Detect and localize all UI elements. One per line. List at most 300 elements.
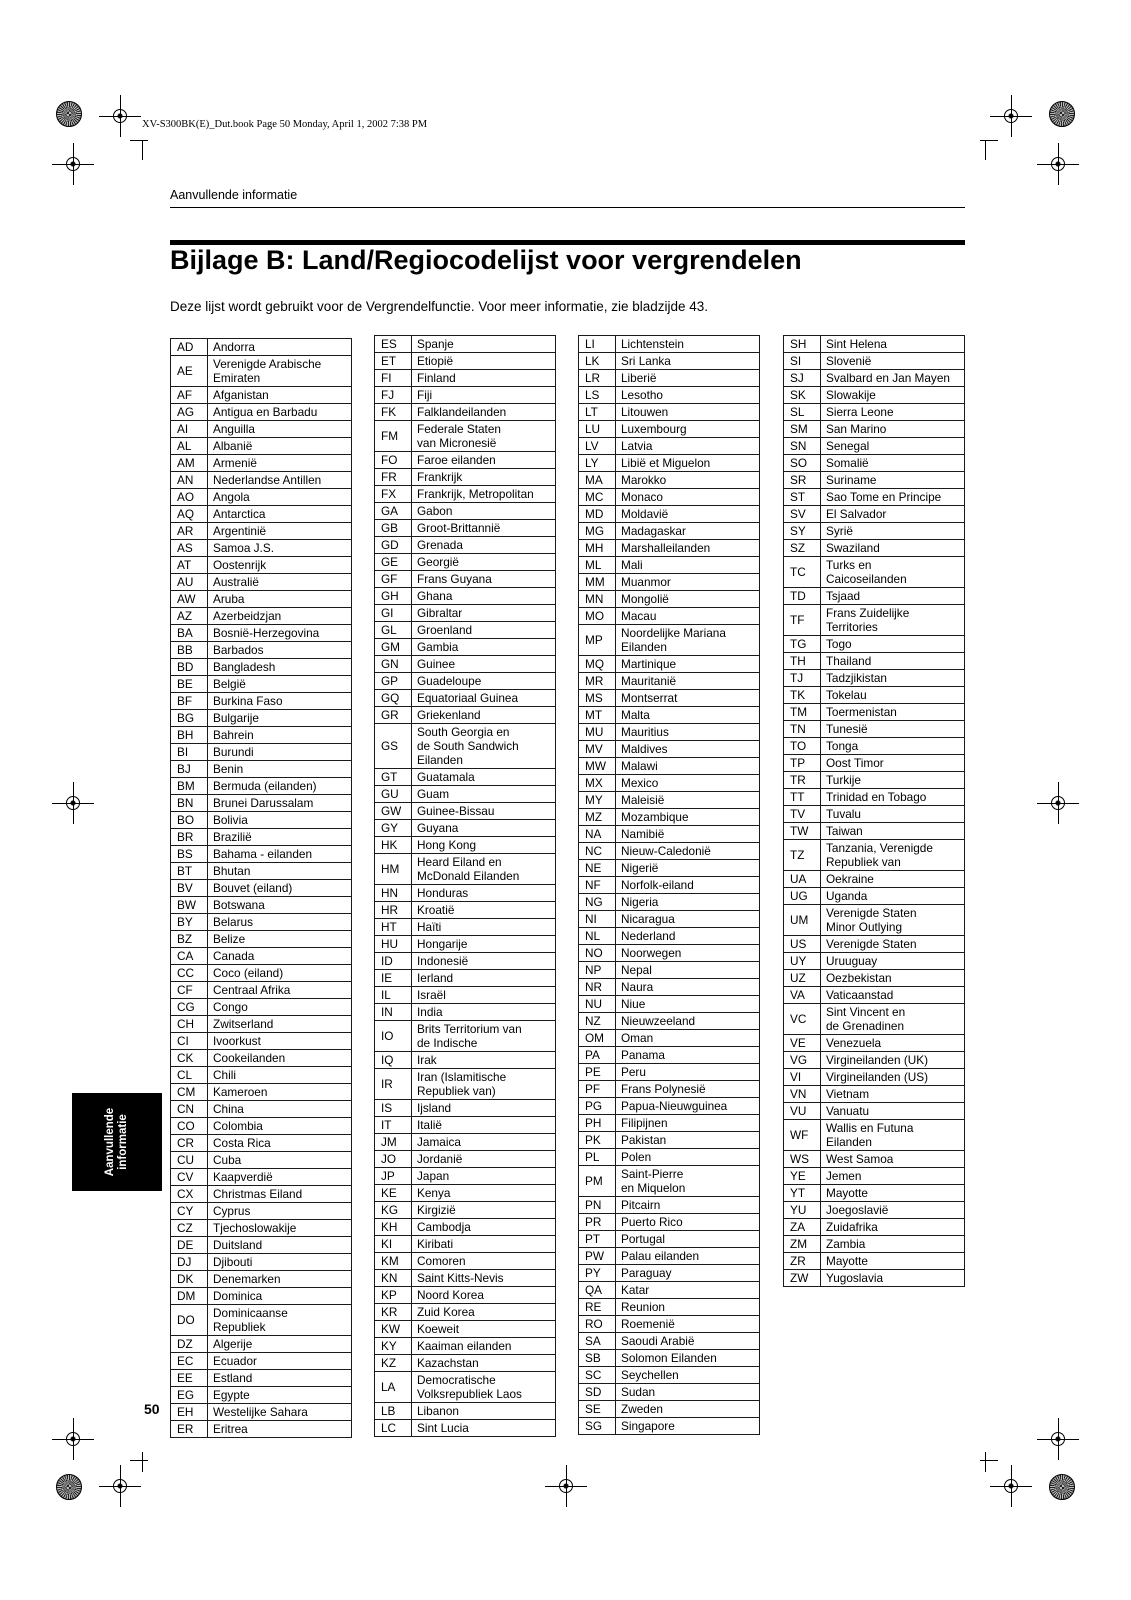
- country-code: GI: [375, 605, 412, 622]
- country-code: EH: [171, 1404, 208, 1421]
- table-row: [171, 557, 352, 574]
- country-code: TK: [784, 687, 821, 704]
- country-name: Libanon: [412, 1403, 556, 1420]
- country-code: AZ: [171, 608, 208, 625]
- country-code: YT: [784, 1185, 821, 1202]
- country-name: West Samoa: [821, 1151, 965, 1168]
- country-name: Grenada: [412, 537, 556, 554]
- country-code: FM: [375, 421, 412, 452]
- country-code: VC: [784, 1004, 821, 1035]
- table-row: [375, 1100, 556, 1117]
- country-code: BO: [171, 812, 208, 829]
- table-row: [375, 820, 556, 837]
- country-name: Liberië: [616, 370, 760, 387]
- table-row: [579, 421, 760, 438]
- country-name: Mexico: [616, 775, 760, 792]
- country-name: Iran (Islamitische Republiek van): [412, 1069, 556, 1100]
- country-code: RO: [579, 1316, 616, 1333]
- table-row: [171, 642, 352, 659]
- country-code: BT: [171, 863, 208, 880]
- country-code: SE: [579, 1401, 616, 1418]
- table-row: [171, 812, 352, 829]
- country-name: Nigerië: [616, 860, 760, 877]
- table-row: [579, 455, 760, 472]
- country-name: Noord Korea: [412, 1287, 556, 1304]
- table-row: [171, 999, 352, 1016]
- country-name: Australië: [208, 574, 352, 591]
- table-row: [375, 1304, 556, 1321]
- country-code: PL: [579, 1149, 616, 1166]
- country-code: KE: [375, 1185, 412, 1202]
- country-name: Ierland: [412, 970, 556, 987]
- table-row: [171, 931, 352, 948]
- country-code: LY: [579, 455, 616, 472]
- table-row: [375, 469, 556, 486]
- table-row: [375, 605, 556, 622]
- country-name: Ivoorkust: [208, 1033, 352, 1050]
- country-name: Verenigde Staten Minor Outlying: [821, 905, 965, 936]
- table-row: [579, 1030, 760, 1047]
- country-code: KY: [375, 1338, 412, 1355]
- table-row: [171, 1169, 352, 1186]
- table-row: [375, 1004, 556, 1021]
- country-code: SJ: [784, 370, 821, 387]
- table-row: [171, 1050, 352, 1067]
- country-name: Samoa J.S.: [208, 540, 352, 557]
- page-title: Bijlage B: Land/Regiocodelijst voor vergrendelen: [170, 245, 802, 275]
- country-name: Moldavië: [616, 506, 760, 523]
- table-row: [579, 1149, 760, 1166]
- table-row: [171, 455, 352, 472]
- country-code: MO: [579, 608, 616, 625]
- country-name: Marokko: [616, 472, 760, 489]
- country-name: Verenigde Arabische Emiraten: [208, 356, 352, 387]
- country-code: BR: [171, 829, 208, 846]
- table-row: [375, 1420, 556, 1437]
- country-name: Colombia: [208, 1118, 352, 1135]
- country-name: Botswana: [208, 897, 352, 914]
- country-code: PT: [579, 1231, 616, 1248]
- country-code: SB: [579, 1350, 616, 1367]
- table-row: [375, 885, 556, 902]
- country-name: Turkije: [821, 772, 965, 789]
- table-row: [375, 537, 556, 554]
- table-row: [784, 506, 965, 523]
- country-name: Kameroen: [208, 1084, 352, 1101]
- country-name: Guinee: [412, 656, 556, 673]
- registration-crosshair-bottom-right: [1043, 1424, 1073, 1454]
- country-name: Westelijke Sahara: [208, 1404, 352, 1421]
- country-code: VN: [784, 1086, 821, 1103]
- table-row: [579, 1064, 760, 1081]
- table-row: [579, 979, 760, 996]
- country-name: San Marino: [821, 421, 965, 438]
- table-row: [784, 1168, 965, 1185]
- table-row: [579, 1316, 760, 1333]
- country-name: Malawi: [616, 758, 760, 775]
- country-name: Armenië: [208, 455, 352, 472]
- country-name: Guatamala: [412, 769, 556, 786]
- country-name: Latvia: [616, 438, 760, 455]
- country-code: GE: [375, 554, 412, 571]
- table-row: [784, 605, 965, 636]
- table-row: [171, 761, 352, 778]
- crop-line: [985, 140, 986, 160]
- country-code: SL: [784, 404, 821, 421]
- country-code: MX: [579, 775, 616, 792]
- table-row: [171, 846, 352, 863]
- country-code: IO: [375, 1021, 412, 1052]
- country-code: BY: [171, 914, 208, 931]
- country-name: Jordanië: [412, 1151, 556, 1168]
- country-code: BW: [171, 897, 208, 914]
- table-row: [579, 1047, 760, 1064]
- country-code: GD: [375, 537, 412, 554]
- country-name: Namibië: [616, 826, 760, 843]
- country-code: LC: [375, 1420, 412, 1437]
- table-row: [579, 809, 760, 826]
- table-row: [784, 404, 965, 421]
- table-row: [579, 1115, 760, 1132]
- intro-text: Deze lijst wordt gebruikt voor de Vergrendelfunctie. Voor meer informatie, zie bladzijde 43.: [170, 299, 709, 314]
- country-name: Mali: [616, 557, 760, 574]
- country-code: KZ: [375, 1355, 412, 1372]
- country-name: Guam: [412, 786, 556, 803]
- country-code: DM: [171, 1288, 208, 1305]
- table-row: [171, 1305, 352, 1336]
- country-name: Portugal: [616, 1231, 760, 1248]
- table-row: [784, 721, 965, 738]
- table-row: [375, 588, 556, 605]
- country-code: KH: [375, 1219, 412, 1236]
- table-row: [579, 792, 760, 809]
- country-name: Honduras: [412, 885, 556, 902]
- table-row: [375, 970, 556, 987]
- table-row: [171, 1254, 352, 1271]
- country-code: MW: [579, 758, 616, 775]
- table-row: [375, 919, 556, 936]
- country-code: VU: [784, 1103, 821, 1120]
- country-code: NC: [579, 843, 616, 860]
- table-row: [579, 472, 760, 489]
- country-code: PF: [579, 1081, 616, 1098]
- table-row: [579, 1132, 760, 1149]
- country-code: BG: [171, 710, 208, 727]
- country-name: Nederland: [616, 928, 760, 945]
- country-code: NR: [579, 979, 616, 996]
- country-code: MH: [579, 540, 616, 557]
- table-row: [579, 928, 760, 945]
- table-row: [375, 902, 556, 919]
- table-row: [171, 693, 352, 710]
- table-row: [784, 670, 965, 687]
- table-row: [171, 438, 352, 455]
- country-name: Frans Polynesië: [616, 1081, 760, 1098]
- country-code: AR: [171, 523, 208, 540]
- country-code: BI: [171, 744, 208, 761]
- country-code: CK: [171, 1050, 208, 1067]
- country-name: Monaco: [616, 489, 760, 506]
- country-code: MR: [579, 673, 616, 690]
- country-code: MA: [579, 472, 616, 489]
- country-name: Costa Rica: [208, 1135, 352, 1152]
- table-row: [579, 724, 760, 741]
- table-row: [784, 987, 965, 1004]
- crop-line: [980, 140, 998, 141]
- table-row: [579, 489, 760, 506]
- country-code: AD: [171, 339, 208, 356]
- country-name: Pitcairn: [616, 1197, 760, 1214]
- country-code: NA: [579, 826, 616, 843]
- table-row: [784, 871, 965, 888]
- country-code: KI: [375, 1236, 412, 1253]
- country-code: BM: [171, 778, 208, 795]
- country-code: YE: [784, 1168, 821, 1185]
- country-code: LK: [579, 353, 616, 370]
- country-name: Egypte: [208, 1387, 352, 1404]
- country-name: Kenya: [412, 1185, 556, 1202]
- table-row: [784, 905, 965, 936]
- country-name: Japan: [412, 1168, 556, 1185]
- country-code: CA: [171, 948, 208, 965]
- country-code: LA: [375, 1372, 412, 1403]
- country-code: MM: [579, 574, 616, 591]
- table-row: [784, 1103, 965, 1120]
- country-name: Luxembourg: [616, 421, 760, 438]
- table-row: [171, 1237, 352, 1254]
- country-code: HR: [375, 902, 412, 919]
- table-row: [171, 1336, 352, 1353]
- country-code: KM: [375, 1253, 412, 1270]
- country-name: Virgineilanden (US): [821, 1069, 965, 1086]
- table-row: [784, 1004, 965, 1035]
- country-name: Joegoslavië: [821, 1202, 965, 1219]
- table-row: [784, 1253, 965, 1270]
- table-row: [579, 353, 760, 370]
- country-name: Zambia: [821, 1236, 965, 1253]
- country-name: Puerto Rico: [616, 1214, 760, 1231]
- country-code: TD: [784, 588, 821, 605]
- country-name: Kaapverdië: [208, 1169, 352, 1186]
- country-code: IE: [375, 970, 412, 987]
- table-row: [579, 1265, 760, 1282]
- country-code: SH: [784, 336, 821, 353]
- country-code: AU: [171, 574, 208, 591]
- country-name: Haïti: [412, 919, 556, 936]
- country-name: Bermuda (eilanden): [208, 778, 352, 795]
- country-code: KW: [375, 1321, 412, 1338]
- table-row: [375, 387, 556, 404]
- country-code: IR: [375, 1069, 412, 1100]
- country-name: Syrië: [821, 523, 965, 540]
- country-name: Verenigde Staten: [821, 936, 965, 953]
- table-row: [375, 1168, 556, 1185]
- table-row: [579, 758, 760, 775]
- table-row: [579, 1282, 760, 1299]
- country-name: Centraal Afrika: [208, 982, 352, 999]
- table-row: [171, 1288, 352, 1305]
- country-name: Guyana: [412, 820, 556, 837]
- table-row: [784, 1086, 965, 1103]
- country-code: MD: [579, 506, 616, 523]
- country-name: Frans Zuidelijke Territories: [821, 605, 965, 636]
- country-code: AN: [171, 472, 208, 489]
- country-code: MY: [579, 792, 616, 809]
- country-code: MV: [579, 741, 616, 758]
- side-tab-line-2: informatie: [117, 1114, 129, 1170]
- country-code: GL: [375, 622, 412, 639]
- country-code: PR: [579, 1214, 616, 1231]
- country-name: Somalië: [821, 455, 965, 472]
- country-code: QA: [579, 1282, 616, 1299]
- country-name: Brunei Darussalam: [208, 795, 352, 812]
- country-name: Equatoriaal Guinea: [412, 690, 556, 707]
- country-code: TZ: [784, 840, 821, 871]
- country-name: Antigua en Barbadu: [208, 404, 352, 421]
- table-row: [579, 591, 760, 608]
- table-row: [171, 1084, 352, 1101]
- table-row: [171, 914, 352, 931]
- crop-line: [130, 140, 148, 141]
- country-name: Taiwan: [821, 823, 965, 840]
- country-code: NZ: [579, 1013, 616, 1030]
- country-name: Jamaica: [412, 1134, 556, 1151]
- country-code: CY: [171, 1203, 208, 1220]
- country-name: Slowakije: [821, 387, 965, 404]
- country-name: Oezbekistan: [821, 970, 965, 987]
- country-code: PA: [579, 1047, 616, 1064]
- table-row: [579, 625, 760, 656]
- country-code: AG: [171, 404, 208, 421]
- table-row: [171, 356, 352, 387]
- country-code: SG: [579, 1418, 616, 1435]
- table-row: [171, 1118, 352, 1135]
- table-row: [784, 1185, 965, 1202]
- country-name: Tanzania, Verenigde Republiek van: [821, 840, 965, 871]
- registration-crosshair-bottom-left: [58, 1424, 88, 1454]
- country-code: NO: [579, 945, 616, 962]
- country-name: Koeweit: [412, 1321, 556, 1338]
- country-code: IQ: [375, 1052, 412, 1069]
- country-code: BB: [171, 642, 208, 659]
- table-row: [784, 353, 965, 370]
- country-name: Suriname: [821, 472, 965, 489]
- country-name: Sao Tome en Principe: [821, 489, 965, 506]
- country-code: NG: [579, 894, 616, 911]
- table-row: [784, 455, 965, 472]
- table-row: [171, 795, 352, 812]
- country-name: Paraguay: [616, 1265, 760, 1282]
- country-name: Hongarije: [412, 936, 556, 953]
- country-code: OM: [579, 1030, 616, 1047]
- country-name: Denemarken: [208, 1271, 352, 1288]
- country-name: Lichtenstein: [616, 336, 760, 353]
- country-name: Maleisië: [616, 792, 760, 809]
- country-code: GT: [375, 769, 412, 786]
- table-row: [171, 1101, 352, 1118]
- table-row: [784, 823, 965, 840]
- country-code: CM: [171, 1084, 208, 1101]
- country-code: TT: [784, 789, 821, 806]
- table-row: [375, 1134, 556, 1151]
- country-code: GH: [375, 588, 412, 605]
- table-row: [579, 1081, 760, 1098]
- table-row: [375, 336, 556, 353]
- country-code: ZA: [784, 1219, 821, 1236]
- country-name: Algerije: [208, 1336, 352, 1353]
- country-name: Oost Timor: [821, 755, 965, 772]
- country-name: Groenland: [412, 622, 556, 639]
- country-code: UZ: [784, 970, 821, 987]
- table-row: [784, 557, 965, 588]
- country-name: Tonga: [821, 738, 965, 755]
- country-name: Sint Helena: [821, 336, 965, 353]
- table-row: [171, 1016, 352, 1033]
- country-code: TC: [784, 557, 821, 588]
- country-name: Falklandeilanden: [412, 404, 556, 421]
- table-row: [784, 840, 965, 871]
- table-row: [375, 953, 556, 970]
- table-row: [375, 1270, 556, 1287]
- country-code: ST: [784, 489, 821, 506]
- country-code: AW: [171, 591, 208, 608]
- country-code: BA: [171, 625, 208, 642]
- table-row: [375, 1355, 556, 1372]
- table-row: [579, 962, 760, 979]
- country-name: El Salvador: [821, 506, 965, 523]
- registration-disc-bottom-left: [56, 1474, 82, 1500]
- country-name: Reunion: [616, 1299, 760, 1316]
- country-name: Bouvet (eiland): [208, 880, 352, 897]
- country-name: Saoudi Arabië: [616, 1333, 760, 1350]
- table-row: [579, 1248, 760, 1265]
- country-name: Duitsland: [208, 1237, 352, 1254]
- country-name: Senegal: [821, 438, 965, 455]
- table-row: [171, 1135, 352, 1152]
- country-name: Montserrat: [616, 690, 760, 707]
- table-row: [171, 625, 352, 642]
- table-row: [375, 1321, 556, 1338]
- country-code: LU: [579, 421, 616, 438]
- country-name: Burundi: [208, 744, 352, 761]
- country-code: NP: [579, 962, 616, 979]
- country-name: Solomon Eilanden: [616, 1350, 760, 1367]
- country-name: Bosnië-Herzegovina: [208, 625, 352, 642]
- country-name: Tunesië: [821, 721, 965, 738]
- table-row: [579, 911, 760, 928]
- country-code: NF: [579, 877, 616, 894]
- table-row: [579, 1013, 760, 1030]
- country-name: Zweden: [616, 1401, 760, 1418]
- country-code: YU: [784, 1202, 821, 1219]
- country-code: AI: [171, 421, 208, 438]
- country-name: Norfolk-eiland: [616, 877, 760, 894]
- table-row: [171, 574, 352, 591]
- country-name: China: [208, 1101, 352, 1118]
- country-name: Singapore: [616, 1418, 760, 1435]
- table-row: [784, 1052, 965, 1069]
- table-row: [375, 936, 556, 953]
- page-number: 50: [144, 1401, 160, 1417]
- registration-crosshair-mid-left: [58, 788, 88, 818]
- country-name: Belarus: [208, 914, 352, 931]
- table-row: [784, 540, 965, 557]
- country-name: Aruba: [208, 591, 352, 608]
- table-row: [171, 676, 352, 693]
- table-row: [784, 370, 965, 387]
- table-row: [375, 1253, 556, 1270]
- table-row: [171, 880, 352, 897]
